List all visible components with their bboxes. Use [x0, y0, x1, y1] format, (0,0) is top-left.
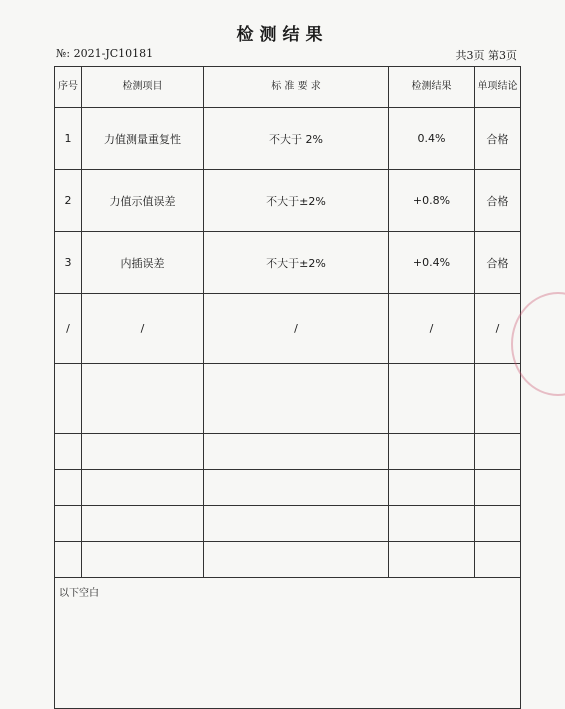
cell-conclusion [475, 434, 521, 470]
table-row [55, 294, 521, 364]
cell-seq [55, 506, 82, 542]
cell-item [82, 364, 204, 434]
cell-conclusion [475, 364, 521, 434]
cell-seq: / [55, 294, 82, 364]
cell-standard: / [204, 294, 389, 364]
cell-conclusion: 合格 [475, 170, 521, 232]
cell-item [82, 434, 204, 470]
cell-conclusion: 合格 [475, 232, 521, 294]
document-title: 检测结果 [236, 25, 329, 45]
header-seq: 序号 [55, 67, 82, 108]
results-table [54, 66, 521, 709]
header-result: 检测结果 [389, 67, 475, 108]
table-row [55, 506, 521, 542]
cell-result [389, 542, 475, 578]
cell-result [389, 470, 475, 506]
cell-standard [204, 364, 389, 434]
cell-seq: 1 [55, 108, 82, 170]
cell-result [389, 506, 475, 542]
cell-seq: 3 [55, 232, 82, 294]
blank-below-note: 以下空白 [55, 578, 521, 709]
blank-note-row [55, 578, 521, 709]
table-row [55, 108, 521, 170]
cell-seq [55, 470, 82, 506]
cell-result: +0.4% [389, 232, 475, 294]
cell-conclusion [475, 542, 521, 578]
cell-result: 0.4% [389, 108, 475, 170]
table-row [55, 434, 521, 470]
cell-standard: 不大于 2% [204, 108, 389, 170]
cell-item: 力值测量重复性 [82, 108, 204, 170]
cell-result [389, 434, 475, 470]
cell-item [82, 470, 204, 506]
table-row [55, 232, 521, 294]
table-header-row [55, 67, 521, 108]
cell-item [82, 506, 204, 542]
cell-item: 力值示值误差 [82, 170, 204, 232]
cell-conclusion [475, 506, 521, 542]
cell-result: +0.8% [389, 170, 475, 232]
report-number [56, 47, 153, 60]
cell-conclusion: / [475, 294, 521, 364]
cell-standard: 不大于±2% [204, 232, 389, 294]
header-conclusion: 单项结论 [475, 67, 521, 108]
cell-seq [55, 542, 82, 578]
cell-conclusion: 合格 [475, 108, 521, 170]
cell-standard [204, 434, 389, 470]
page-info: 共3页 第3页 [455, 49, 517, 62]
cell-item: / [82, 294, 204, 364]
cell-result [389, 364, 475, 434]
table-row [55, 170, 521, 232]
report-number-value: 2021-JC10181 [73, 47, 154, 60]
cell-standard: 不大于±2% [204, 170, 389, 232]
cell-standard [204, 506, 389, 542]
cell-seq: 2 [55, 170, 82, 232]
cell-standard [204, 470, 389, 506]
header-standard: 标 准 要 求 [204, 67, 389, 108]
cell-item: 内插误差 [82, 232, 204, 294]
report-number-label: №: [56, 47, 71, 60]
cell-conclusion [475, 470, 521, 506]
cell-seq [55, 434, 82, 470]
cell-standard [204, 542, 389, 578]
cell-result: / [389, 294, 475, 364]
cell-seq [55, 364, 82, 434]
cell-item [82, 542, 204, 578]
header-item: 检测项目 [82, 67, 204, 108]
table-row [55, 364, 521, 434]
table-row [55, 470, 521, 506]
table-row [55, 542, 521, 578]
